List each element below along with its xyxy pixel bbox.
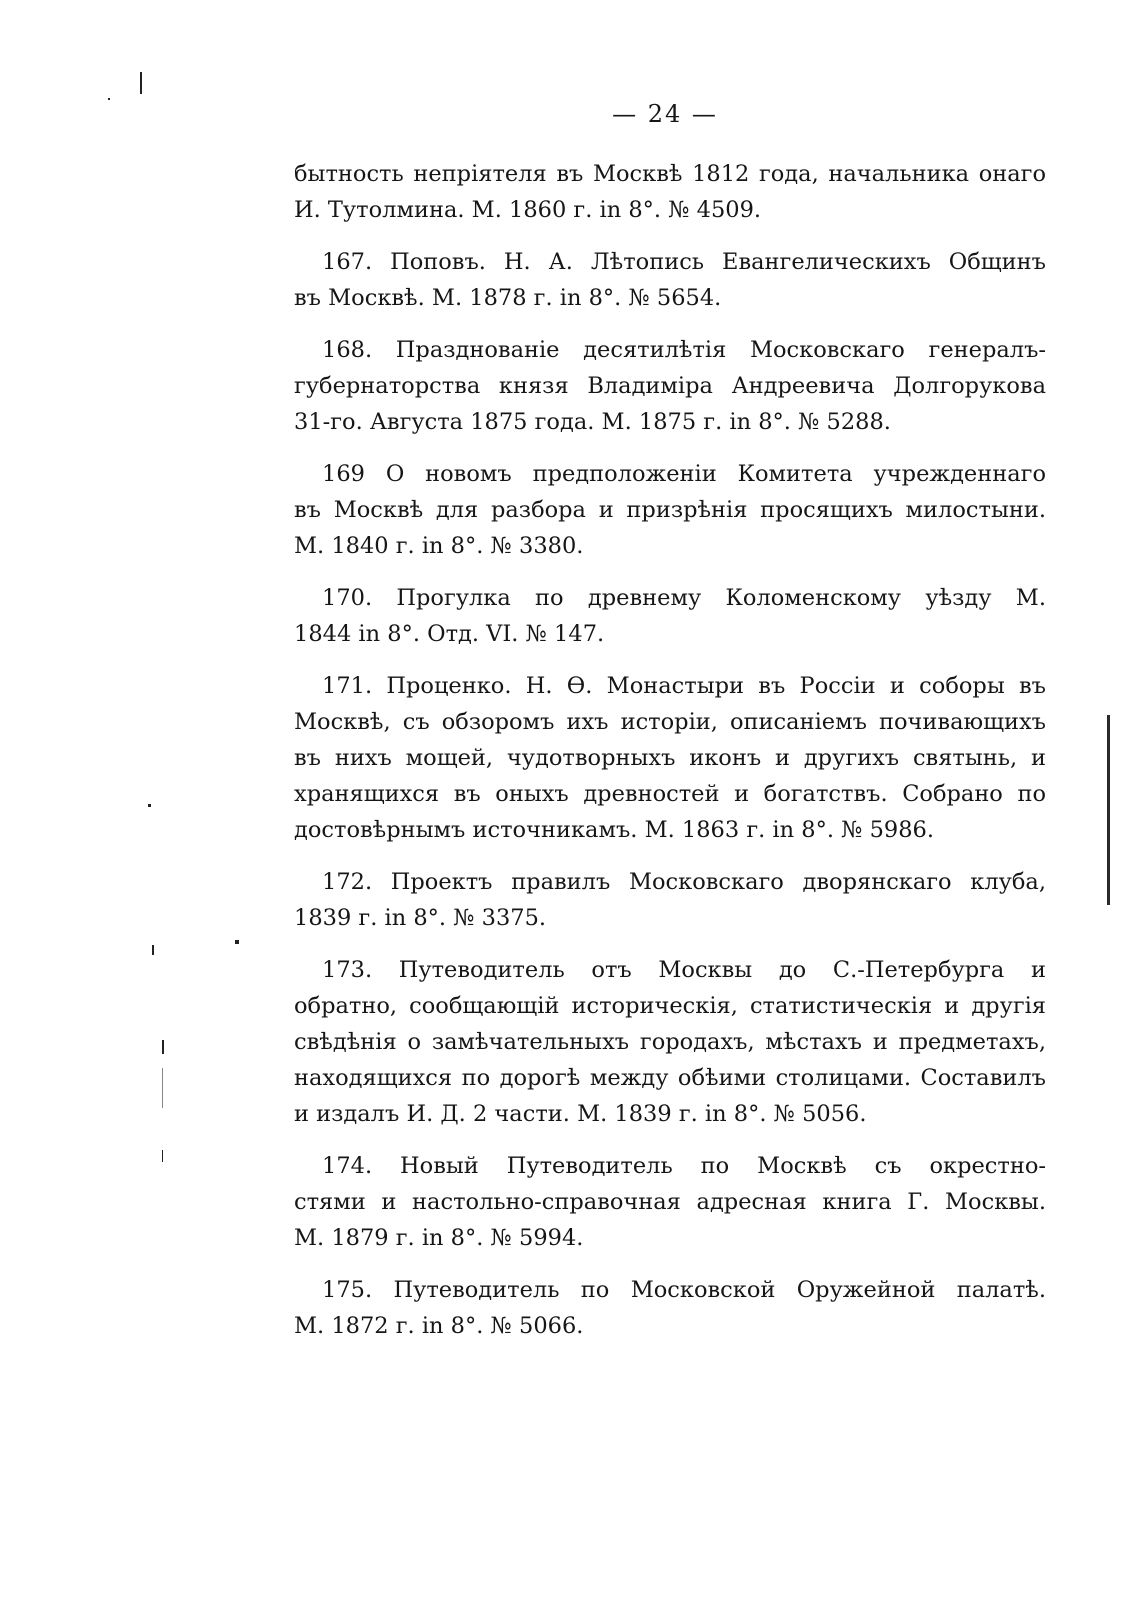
entry-line: М. 1879 г. in 8°. № 5994.: [294, 1225, 584, 1251]
catalog-entries: [294, 156, 1046, 1360]
catalog-entry: [294, 952, 1046, 1132]
entry-line: 172. Проектъ правилъ Московскаго дворянскаго клуба,: [322, 869, 1046, 895]
entry-line: и издалъ И. Д. 2 части. М. 1839 г. in 8°. № 5056.: [294, 1101, 867, 1127]
entry-line: стями и настольно-справочная адресная книга Г. Москвы.: [294, 1189, 1046, 1215]
entry-line: М. 1840 г. in 8°. № 3380.: [294, 533, 584, 559]
entry-line: И. Тутолмина. М. 1860 г. in 8°. № 4509.: [294, 197, 762, 223]
entry-line: губернаторства князя Владиміра Андреевича Долгорукова: [294, 373, 1046, 399]
entry-line: свѣдѣнія о замѣчательныхъ городахъ, мѣстахъ и предметахъ,: [294, 1029, 1046, 1055]
entry-line: обратно, сообщающій историческія, статистическія и другія: [294, 993, 1046, 1019]
entry-line: 173. Путеводитель отъ Москвы до С.-Петербурга и: [322, 957, 1046, 983]
scan-speck: [162, 1040, 164, 1054]
entry-line: въ нихъ мощей, чудотворныхъ иконъ и другихъ святынь, и: [294, 745, 1046, 771]
scan-speck: [148, 804, 151, 807]
scan-speck: [235, 940, 239, 944]
catalog-entry: [294, 864, 1046, 936]
catalog-entry: [294, 1148, 1046, 1256]
scan-speck: [162, 1150, 163, 1162]
entry-line: 170. Прогулка по древнему Коломенскому уѣзду М.: [322, 585, 1046, 611]
catalog-entry: [294, 156, 1046, 228]
entry-line: Москвѣ, съ обзоромъ ихъ исторіи, описаніемъ почивающихъ: [294, 709, 1046, 735]
entry-line: въ Москвѣ для разбора и призрѣнія просящихъ милостыни.: [294, 497, 1046, 523]
entry-line: 169 О новомъ предположеніи Комитета учрежденнаго: [322, 461, 1046, 487]
catalog-entry: [294, 1272, 1046, 1344]
entry-line: 167. Поповъ. Н. А. Лѣтопись Евангелическихъ Общинъ: [322, 249, 1046, 275]
entry-line: М. 1872 г. in 8°. № 5066.: [294, 1313, 584, 1339]
catalog-entry: [294, 332, 1046, 440]
entry-line: 31-го. Августа 1875 года. М. 1875 г. in 8°. № 5288.: [294, 409, 891, 435]
catalog-entry: [294, 580, 1046, 652]
entry-line: въ Москвѣ. М. 1878 г. in 8°. № 5654.: [294, 285, 722, 311]
entry-line: 168. Празднованіе десятилѣтія Московскаго генералъ-: [322, 337, 1046, 363]
scan-speck: [152, 945, 154, 955]
catalog-entry: [294, 456, 1046, 564]
entry-line: 1844 in 8°. Отд. VI. № 147.: [294, 621, 605, 647]
catalog-entry: [294, 668, 1046, 848]
scan-speck: [108, 98, 110, 100]
scan-speck: [162, 1068, 163, 1108]
entry-line: 174. Новый Путеводитель по Москвѣ съ окрестно-: [322, 1153, 1046, 1179]
entry-line: хранящихся въ оныхъ древностей и богатствъ. Собрано по: [294, 781, 1046, 807]
entry-line: 171. Проценко. Н. Ѳ. Монастыри въ Россіи и соборы въ: [322, 673, 1046, 699]
catalog-entry: [294, 244, 1046, 316]
entry-line: 1839 г. in 8°. № 3375.: [294, 905, 547, 931]
entry-line: бытность непріятеля въ Москвѣ 1812 года, начальника онаго: [294, 161, 1046, 187]
entry-line: достовѣрнымъ источникамъ. М. 1863 г. in 8°. № 5986.: [294, 817, 934, 843]
page-number: — 24 —: [612, 100, 718, 128]
scan-speck: [140, 72, 142, 94]
scan-margin-bar: [1107, 715, 1110, 905]
entry-line: находящихся по дорогѣ между обѣими столицами. Составилъ: [294, 1065, 1046, 1091]
entry-line: 175. Путеводитель по Московской Оружейной палатѣ.: [322, 1277, 1046, 1303]
